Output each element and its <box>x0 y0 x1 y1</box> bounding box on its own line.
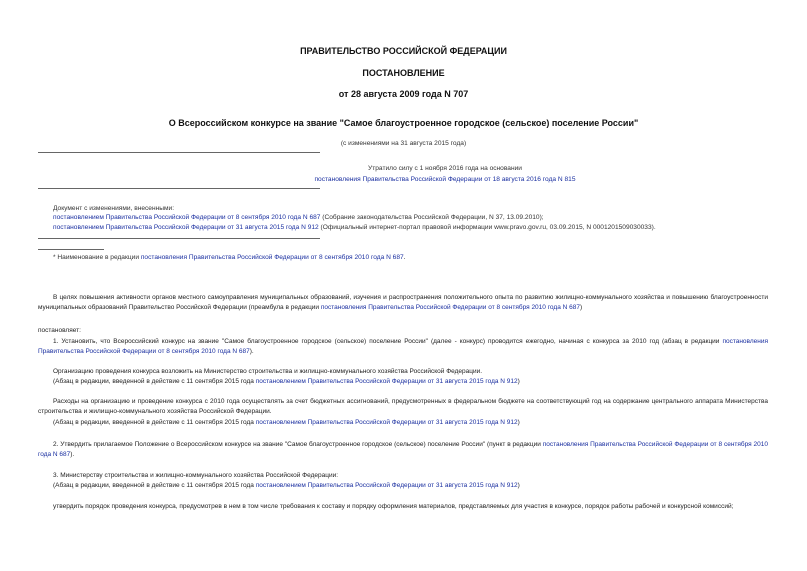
edit-note-link[interactable]: постановлением Правительства Российской Федерации от 31 августа 2015 года N 912 <box>255 482 518 489</box>
footnote-divider <box>38 249 104 250</box>
preamble-link[interactable]: постановления Правительства Российской Федерации от 8 сентября 2010 года N 687 <box>320 304 580 311</box>
edit-note-prefix: (Абзац в редакции, введенной в действие с 11 сентября 2015 года <box>53 482 256 489</box>
paragraph-2: Организацию проведения конкурса возложить на Министерство строительства и жилищно-коммунального хозяйства Российской Федерации. <box>53 368 483 375</box>
preamble-text: В целях повышения активности органов местного самоуправления муниципальных образований, изучения и распространения положительного опыта по развитию жилищно-коммунального хозяйства и повышению благоустроенности муниципальных образований Правительство Российской Федерации (преамбула в редакции <box>38 294 768 311</box>
amended-note: (с изменениями на 31 августа 2015 года) <box>340 140 467 147</box>
resolves-text: постановляет: <box>38 327 81 334</box>
paragraph-4-tail: ). <box>70 451 75 458</box>
edit-note-suffix: ) <box>517 378 520 385</box>
edit-note-prefix: (Абзац в редакции, введенной в действие с 11 сентября 2015 года <box>53 419 256 426</box>
paragraph-4-text: 2. Утвердить прилагаемое Положение о Всероссийском конкурсе на звание "Самое благоустроенное городское (сельское) поселение России" (пункт в редакции <box>53 441 543 448</box>
document-type: ПОСТАНОВЛЕНИЕ <box>362 68 445 78</box>
changes-item <box>53 223 656 232</box>
changes-link[interactable]: постановлением Правительства Российской Федерации от 31 августа 2015 года N 912 <box>53 224 319 231</box>
footnote-prefix: * Наименование в редакции <box>53 254 141 261</box>
preamble-paragraph <box>38 293 768 313</box>
divider <box>38 152 320 153</box>
edit-note-suffix: ) <box>517 482 520 489</box>
paragraph-5: 3. Министерству строительства и жилищно-коммунального хозяйства Российской Федерации: <box>53 472 339 479</box>
expired-text: Утратило силу с 1 ноября 2016 года на основании <box>368 165 522 172</box>
government-name: ПРАВИТЕЛЬСТВО РОССИЙСКОЙ ФЕДЕРАЦИИ <box>300 46 507 56</box>
paragraph-1-text: 1. Установить, что Всероссийский конкурс на звание "Самое благоустроенное городское (сельское) поселение России" (далее - конкурс) проводится ежегодно, начиная с конкурса за 2010 год (абзац в редакции <box>53 338 723 345</box>
expired-link[interactable]: постановления Правительства Российской Федерации от 18 августа 2016 года N 815 <box>314 176 576 183</box>
document-date-number: от 28 августа 2009 года N 707 <box>338 89 469 99</box>
footnote <box>53 253 406 262</box>
footnote-suffix: . <box>403 254 406 261</box>
paragraph-1 <box>38 337 768 357</box>
paragraph-4 <box>38 440 768 460</box>
changes-heading: Документ с изменениями, внесенными: <box>53 205 175 212</box>
divider <box>38 188 320 189</box>
edit-note <box>53 377 520 387</box>
edit-note <box>53 481 520 491</box>
paragraph-3: Расходы на организацию и проведение конкурса с 2010 года осуществлять за счет бюджетных ассигнований, предусмотренных в федеральном бюджете на соответствующий год на содержание центрального аппарата Министерства строительства и жилищно-коммунального хозяйства Российской Федерации. <box>38 398 768 415</box>
edit-note-link[interactable]: постановлением Правительства Российской Федерации от 31 августа 2015 года N 912 <box>255 378 518 385</box>
changes-tail: (Официальный интернет-портал правовой информации www.pravo.gov.ru, 03.09.2015, N 0001201509030033). <box>318 224 656 231</box>
changes-item <box>53 213 544 222</box>
paragraph-1-link[interactable]: постановления Правительства Российской Федерации от 8 сентября 2010 года N 687 <box>38 338 768 355</box>
edit-note-suffix: ) <box>517 419 520 426</box>
changes-link[interactable]: постановлением Правительства Российской Федерации от 8 сентября 2010 года N 687 <box>53 214 321 221</box>
edit-note-link[interactable]: постановлением Правительства Российской Федерации от 31 августа 2015 года N 912 <box>255 419 518 426</box>
footnote-link[interactable]: постановления Правительства Российской Федерации от 8 сентября 2010 года N 687 <box>140 254 404 261</box>
page-title: О Всероссийском конкурсе на звание "Самое благоустроенное городское (сельское) поселение России" <box>168 118 639 128</box>
paragraph-6: утвердить порядок проведения конкурса, предусмотрев в нем в том числе требования к составу и порядку оформления материалов, представляемых для участия в конкурсе, порядок работы рабочей и конкурсной комиссий; <box>53 503 734 510</box>
divider <box>38 238 320 239</box>
paragraph-1-tail: ). <box>249 348 254 355</box>
edit-note <box>53 418 520 428</box>
paragraph-4-link[interactable]: постановления Правительства Российской Федерации от 8 сентября 2010 года N 687 <box>38 441 768 458</box>
edit-note-prefix: (Абзац в редакции, введенной в действие с 11 сентября 2015 года <box>53 378 256 385</box>
preamble-tail: ) <box>579 304 583 311</box>
changes-tail: (Собрание законодательства Российской Федерации, N 37, 13.09.2010); <box>320 214 544 221</box>
